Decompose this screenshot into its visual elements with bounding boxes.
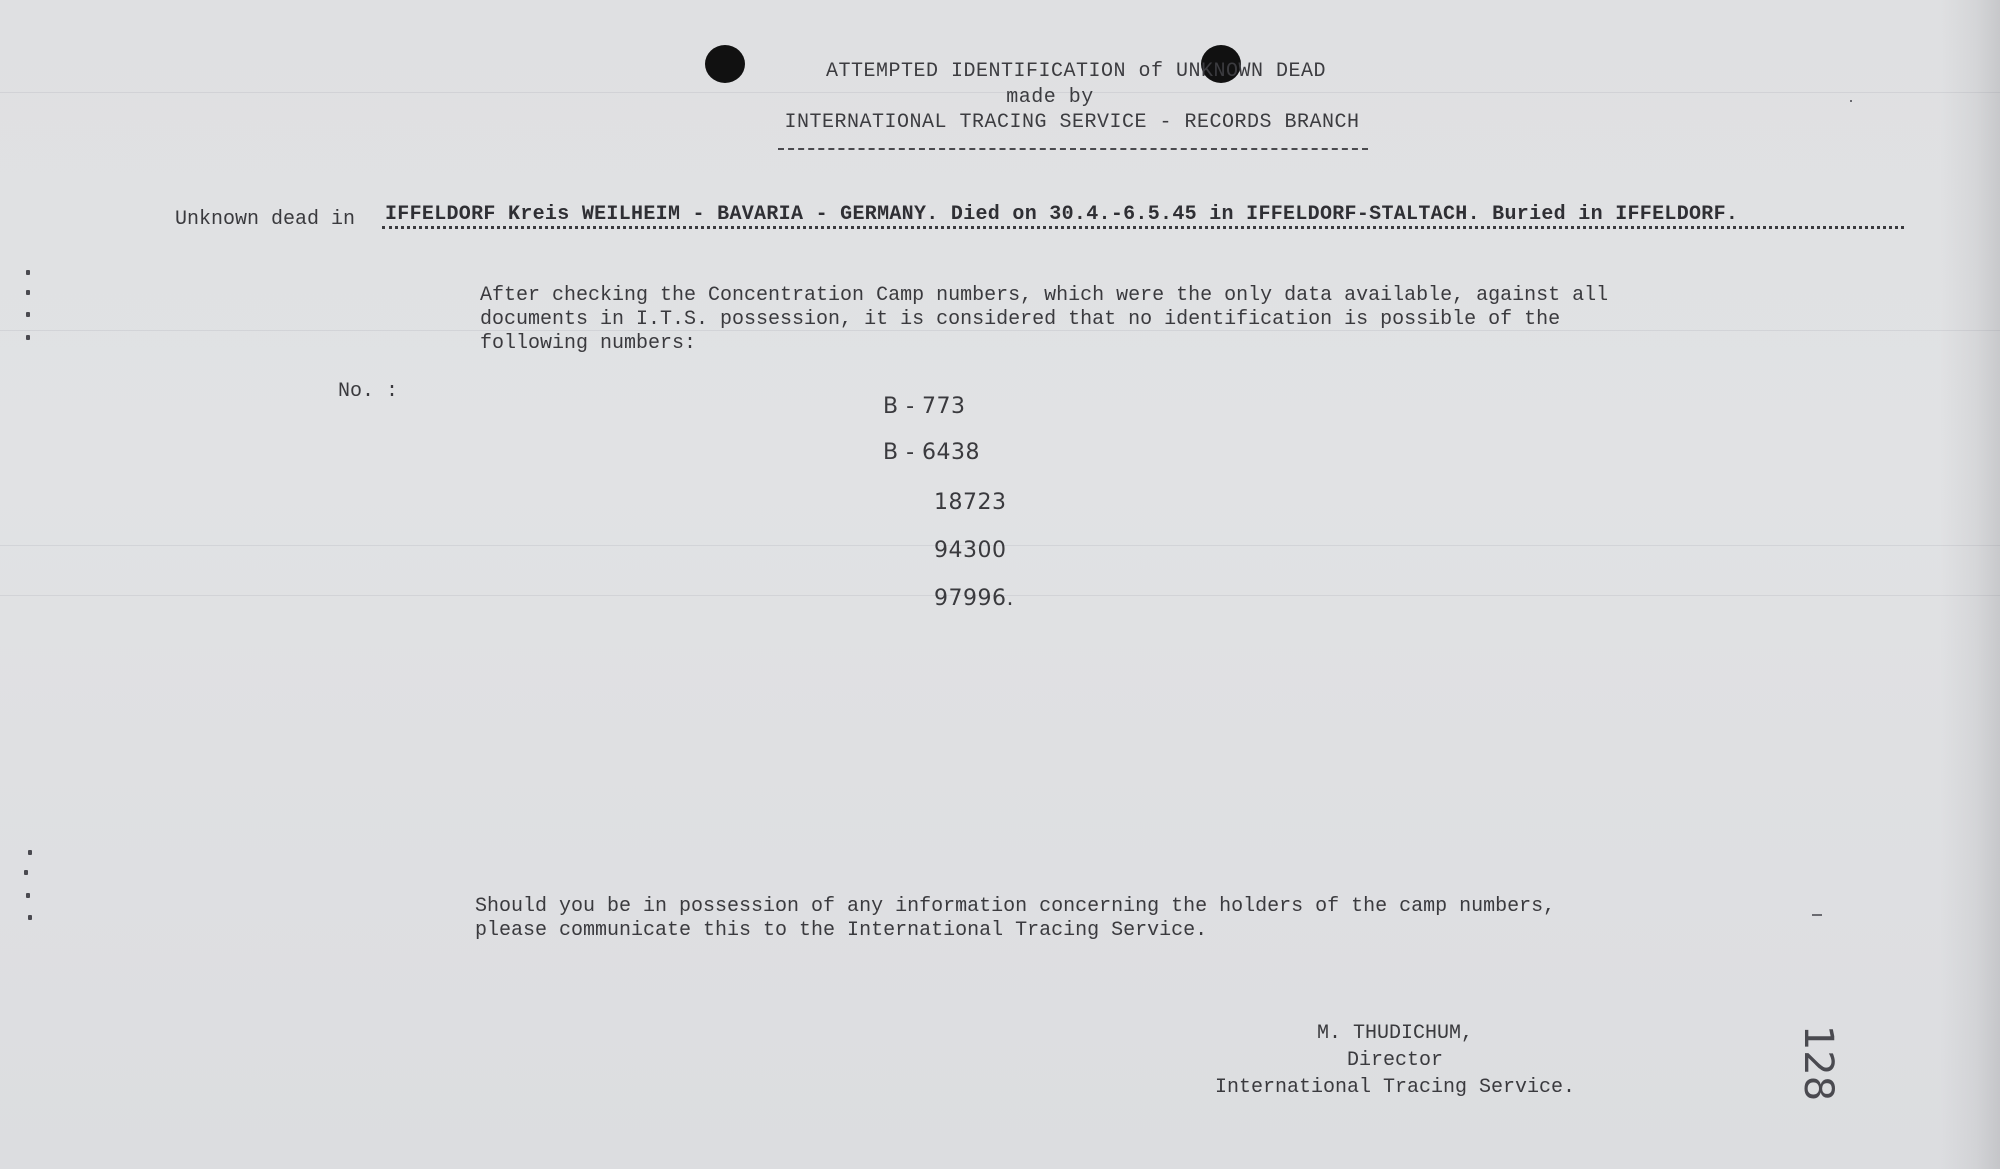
signature-block <box>1185 1020 1605 1101</box>
signatory-organization: International Tracing Service. <box>1214 1076 1576 1099</box>
document-title: ATTEMPTED IDENTIFICATION of UNKNOWN DEAD <box>825 60 1327 83</box>
closing-line-1: Should you be in possession of any information concerning the holders of the camp numbers, <box>475 895 1556 918</box>
dotted-leader-line <box>382 226 1904 229</box>
margin-mark <box>26 893 30 898</box>
margin-mark <box>26 290 30 295</box>
camp-number: B - 6438 <box>883 440 981 465</box>
closing-line-2: please communicate this to the International Tracing Service. <box>475 919 1208 942</box>
page-number: 128 <box>1795 1024 1842 1102</box>
signatory-name: M. THUDICHUM, <box>1316 1022 1474 1045</box>
unknown-dead-label: Unknown dead in <box>175 208 356 231</box>
made-by-line: made by <box>1006 86 1094 109</box>
paper-edge-shadow <box>1940 0 2000 1169</box>
issuing-organization: INTERNATIONAL TRACING SERVICE - RECORDS BRANCH <box>784 111 1360 134</box>
margin-mark <box>26 312 30 317</box>
camp-number: B - 773 <box>883 394 966 419</box>
body-paragraph <box>480 284 1730 356</box>
camp-number: 94300 <box>934 538 1007 563</box>
margin-mark <box>24 870 28 875</box>
camp-number: 18723 <box>934 490 1007 515</box>
closing-paragraph <box>475 895 1725 943</box>
body-line-2: documents in I.T.S. possession, it is considered that no identification is possible of the <box>480 308 1561 331</box>
unknown-dead-location: IFFELDORF Kreis WEILHEIM - BAVARIA - GERMANY. Died on 30.4.-6.5.45 in IFFELDORF-STALTACH. Buried in IFFELDORF. <box>385 203 1739 226</box>
numbers-label: No. : <box>338 380 399 403</box>
header-underline <box>778 148 1368 150</box>
margin-mark <box>28 915 32 920</box>
margin-mark <box>26 335 30 340</box>
paper-speck <box>1850 100 1852 102</box>
signatory-title: Director <box>1346 1049 1443 1072</box>
paper-speck <box>1812 914 1822 916</box>
margin-mark <box>26 270 30 275</box>
body-line-3: following numbers: <box>480 332 697 355</box>
camp-number: 97996. <box>934 586 1014 611</box>
body-line-1: After checking the Concentration Camp numbers, which were the only data available, against all <box>480 284 1609 307</box>
margin-mark <box>28 850 32 855</box>
